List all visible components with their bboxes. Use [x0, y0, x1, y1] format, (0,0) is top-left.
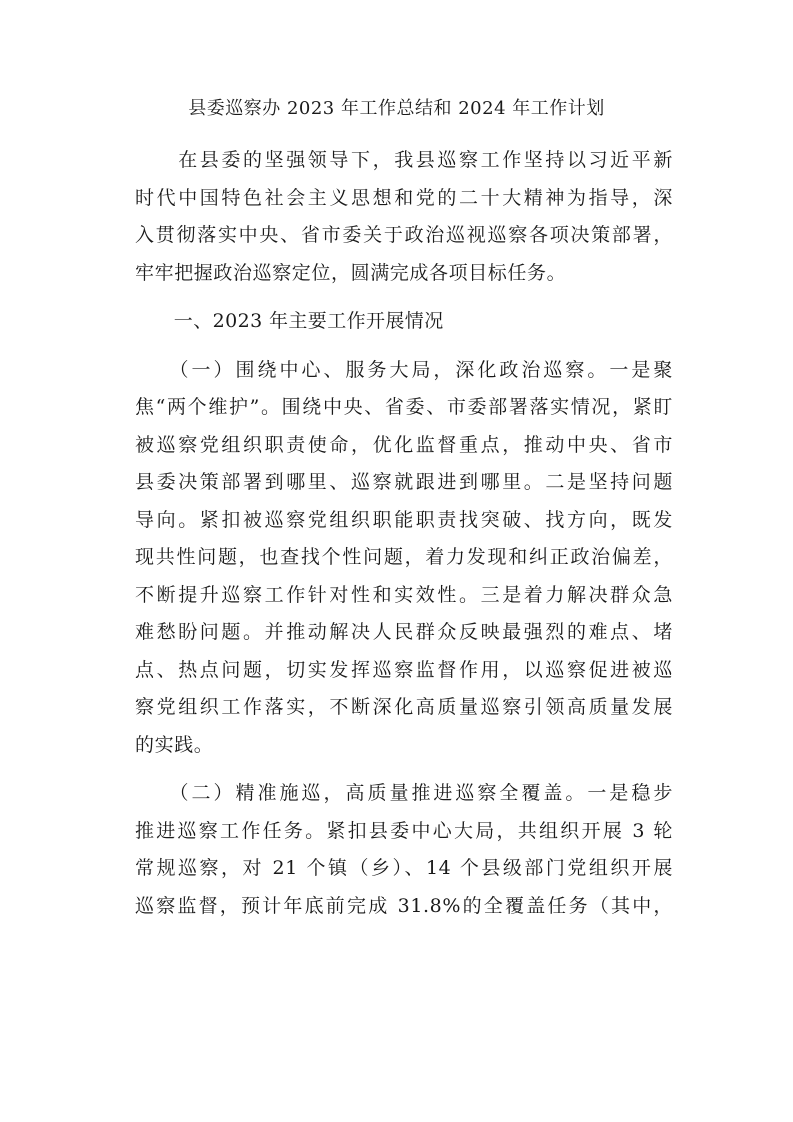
section-1-line-3: 被巡察党组织职责使命，优化监督重点，推动中央、省市: [135, 433, 673, 456]
section-1-line-4: 县委决策部署到哪里、巡察就跟进到哪里。二是坚持问题: [135, 471, 673, 493]
section-1-line-1: （一）围绕中心、服务大局，深化政治巡察。一是聚: [135, 358, 673, 381]
intro-line-1: 在县委的坚强领导下，我县巡察工作坚持以习近平新: [135, 149, 673, 171]
document-title: 县委巡察办 2023 年工作总结和 2024 年工作计划: [188, 98, 605, 119]
section-2-line-1: （二）精准施巡，高质量推进巡察全覆盖。一是稳步: [135, 782, 673, 804]
document-body: [135, 142, 673, 925]
intro-paragraph: [135, 142, 673, 292]
section-1-line-2: 焦“两个维护”。围绕中央、省委、市委部署落实情况，紧盯: [135, 396, 673, 418]
section-1-line-6: 现共性问题，也查找个性问题，着力发现和纠正政治偏差，: [135, 546, 673, 568]
section-2-line-4: 巡察监督，预计年底前完成 31.8%的全覆盖任务（其中，: [135, 894, 673, 917]
section-1-paragraph: [135, 352, 673, 765]
intro-line-3: 入贯彻落实中央、省市委关于政治巡视巡察各项决策部署，: [135, 224, 673, 246]
section-heading-1: 一、2023 年主要工作开展情况: [135, 310, 444, 332]
section-1-line-11: 的实践。: [135, 733, 214, 756]
section-2-line-3: 常规巡察，对 21 个镇（乡）、14 个县级部门党组织开展: [135, 857, 673, 879]
section-1-line-5: 导向。紧扣被巡察党组织职能职责找突破、找方向，既发: [135, 508, 673, 531]
intro-line-2: 时代中国特色社会主义思想和党的二十大精神为指导，深: [135, 186, 673, 209]
section-1-line-9: 点、热点问题，切实发挥巡察监督作用，以巡察促进被巡: [135, 658, 673, 681]
intro-line-4: 牢牢把握政治巡察定位，圆满完成各项目标任务。: [135, 261, 567, 284]
section-2-line-2: 推进巡察工作任务。紧扣县委中心大局，共组织开展 3 轮: [135, 819, 673, 842]
section-1-line-7: 不断提升巡察工作针对性和实效性。三是着力解决群众急: [135, 583, 673, 606]
section-2-paragraph: [135, 775, 673, 925]
section-1-line-10: 察党组织工作落实，不断深化高质量巡察引领高质量发展: [135, 696, 673, 718]
section-1-line-8: 难愁盼问题。并推动解决人民群众反映最强烈的难点、堵: [135, 621, 673, 643]
